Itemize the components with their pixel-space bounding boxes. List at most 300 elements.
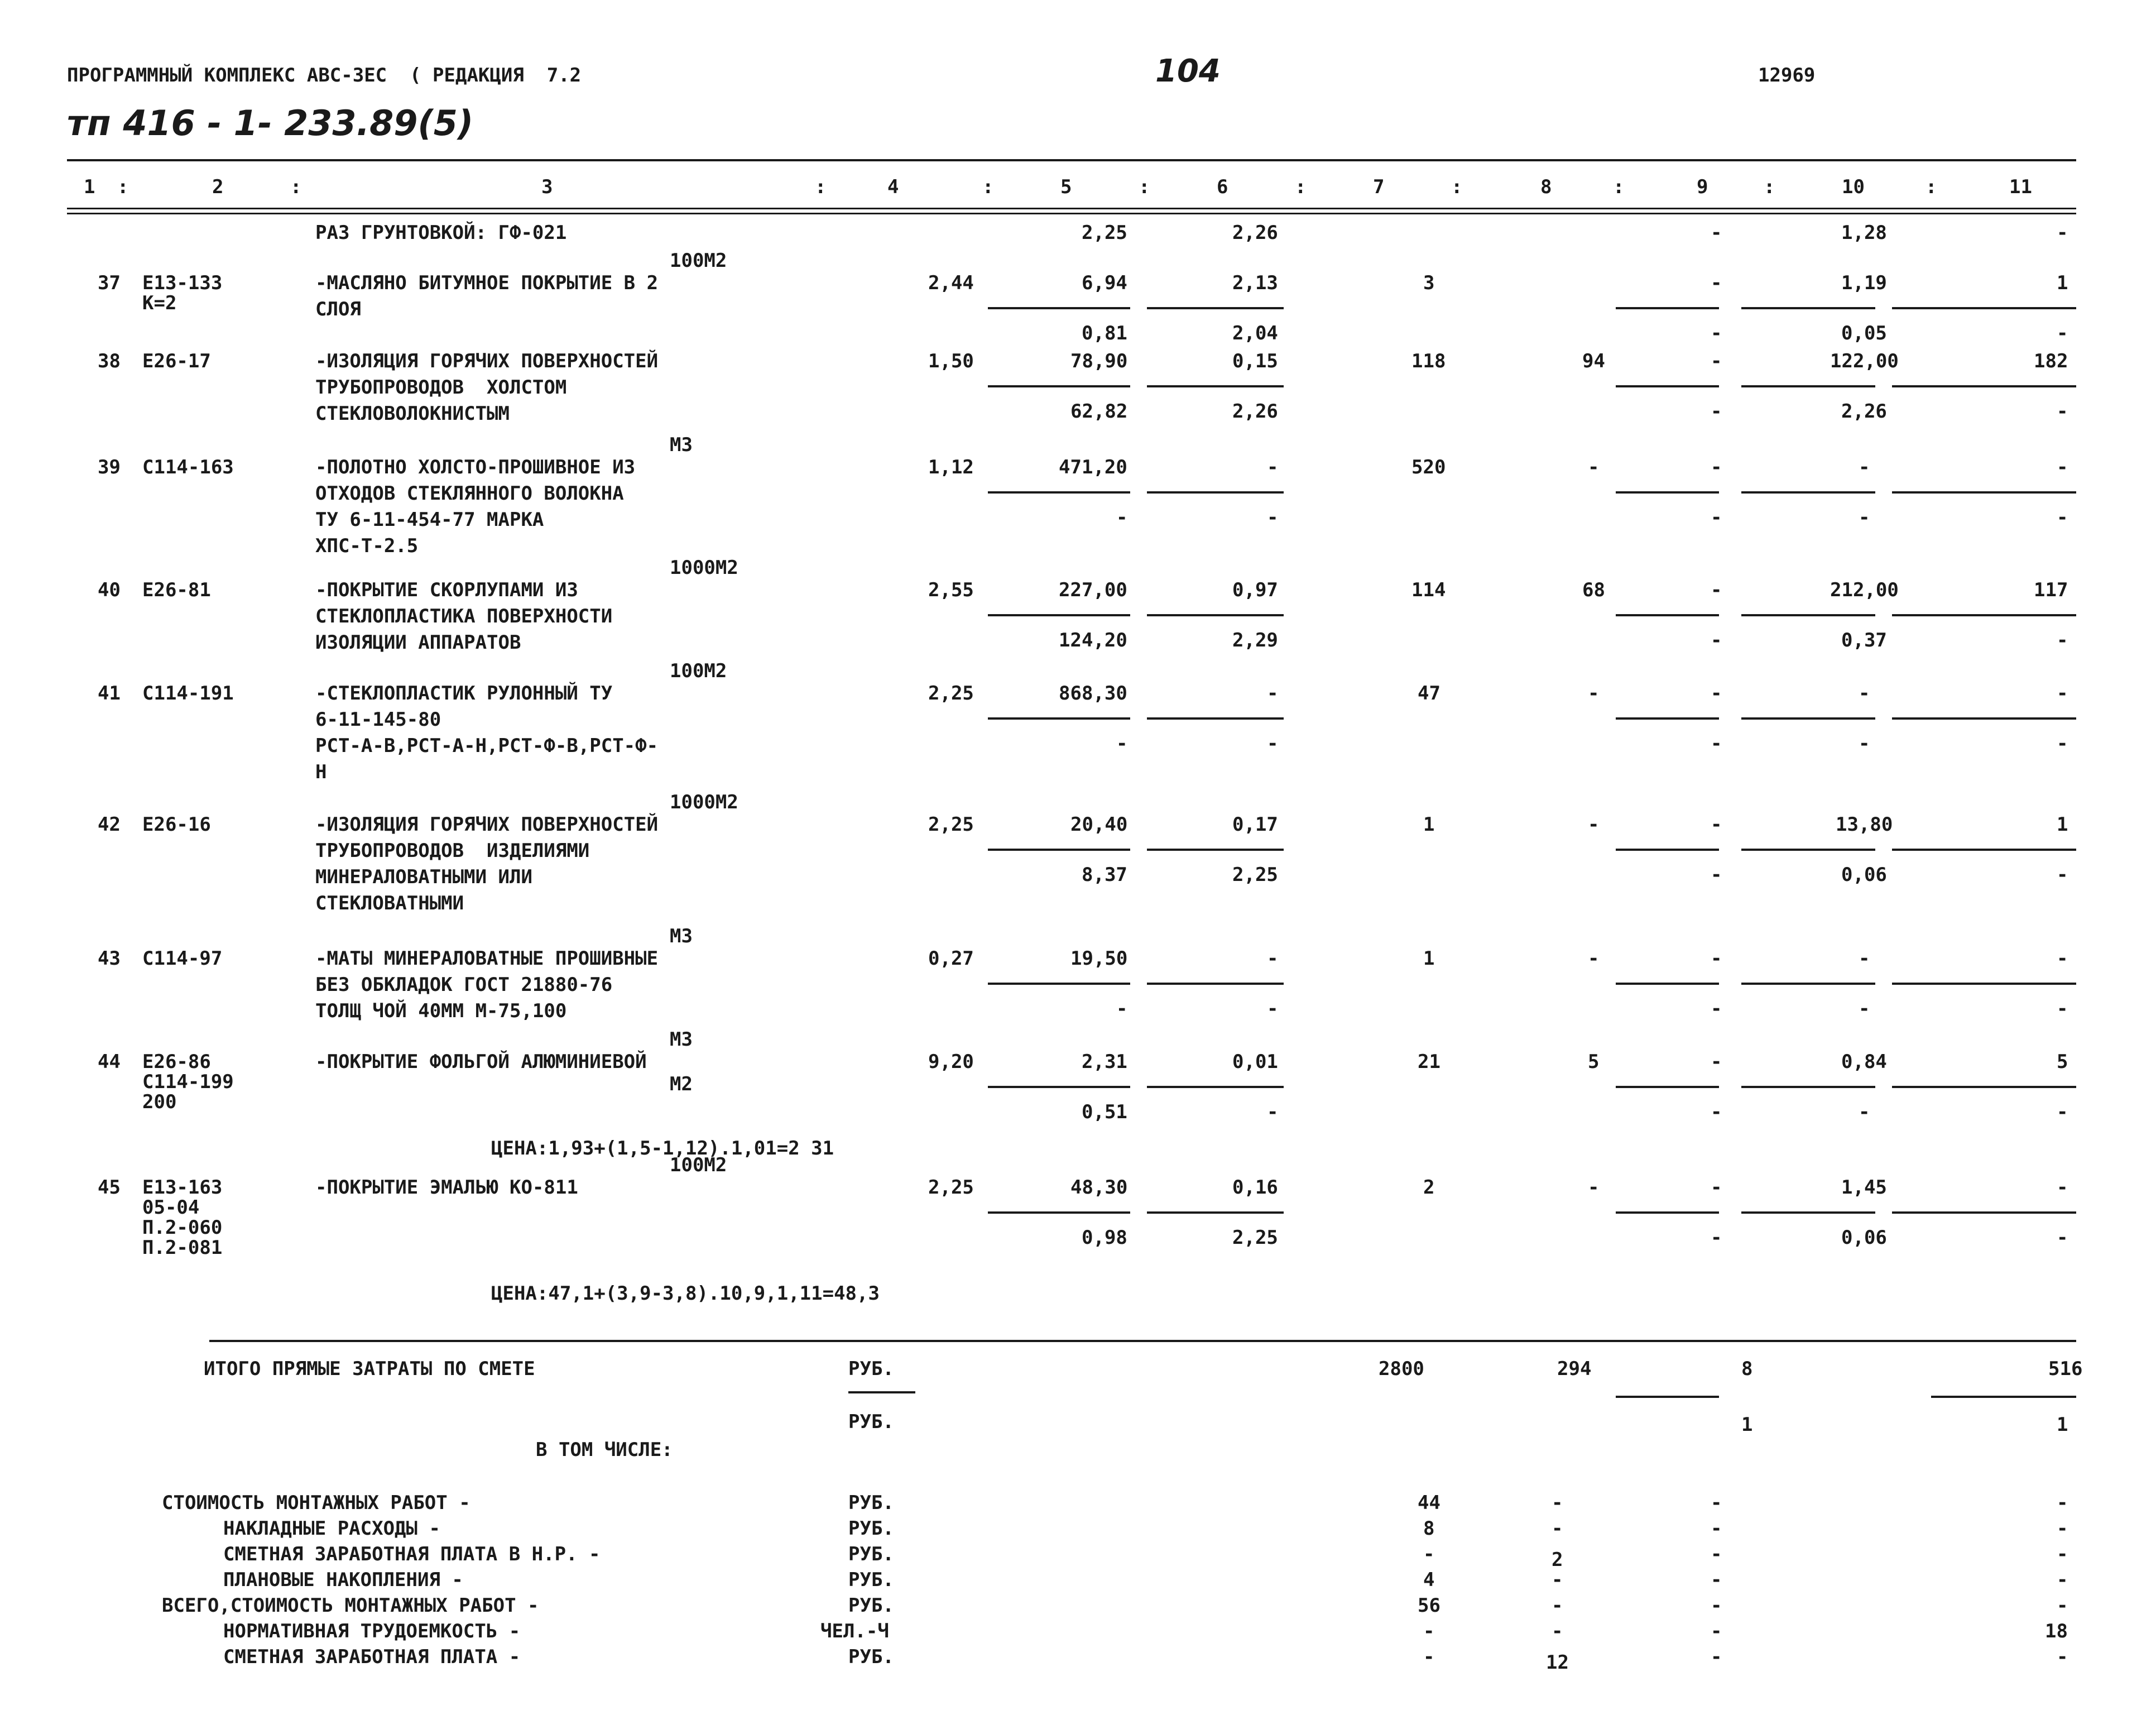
program-title: ПРОГРАММНЫЙ КОМПЛЕКС АВС-3ЕС ( РЕДАКЦИЯ 7.2 — [67, 64, 582, 87]
row-number: 43 — [98, 947, 121, 970]
row-number: 39 — [98, 456, 121, 478]
detail-col9: - — [1711, 1620, 1722, 1642]
price-note: ЦЕНА:47,1+(3,9-3,8).10,9,1,11=48,3 — [491, 1282, 880, 1305]
norm-code: С114-191 — [142, 682, 234, 705]
quantity: 1,12 — [928, 456, 974, 478]
detail-col9: - — [1711, 1569, 1722, 1591]
item-description: Н — [315, 761, 327, 783]
unit-of-measure-second: М2 — [670, 1073, 693, 1095]
page-number: 104 — [1155, 53, 1221, 89]
col10-second: - — [1859, 732, 1870, 755]
summary-unit: РУБ. — [848, 1358, 894, 1380]
col10-second: - — [1859, 998, 1870, 1020]
detail-unit: РУБ. — [848, 1492, 894, 1514]
value-divider — [1892, 1211, 2076, 1214]
price-divider — [988, 717, 1130, 720]
col9-second: - — [1711, 732, 1722, 755]
price-divider — [1147, 491, 1284, 494]
price-total-second: - — [1116, 998, 1128, 1020]
col10-second: 0,37 — [1841, 629, 1887, 652]
detail-col9: - — [1711, 1517, 1722, 1540]
value-divider — [1741, 385, 1875, 387]
column-header-11: 11 — [2009, 176, 2032, 198]
detail-col7: - — [1423, 1646, 1435, 1668]
col11-second: - — [2057, 1101, 2068, 1123]
unit-of-measure: М3 — [670, 925, 693, 947]
detail-col9: - — [1711, 1543, 1722, 1565]
norm-code: С114-199 — [142, 1071, 234, 1093]
value-divider — [1741, 491, 1875, 494]
col10-second: 0,06 — [1841, 1227, 1887, 1249]
col9-second: - — [1711, 322, 1722, 344]
item-description: ТУ 6-11-454-77 МАРКА — [315, 509, 544, 531]
price-divider — [1147, 385, 1284, 387]
quantity: 2,25 — [928, 1176, 974, 1199]
col11-value: - — [2057, 947, 2068, 970]
detail-col8: - — [1552, 1492, 1563, 1514]
col10-value: - — [1859, 682, 1870, 705]
price-total-second: - — [1116, 506, 1128, 529]
item-description: ХПС-Т-2.5 — [315, 535, 419, 557]
norm-code: Е13-163 — [142, 1176, 223, 1199]
unit-of-measure: М3 — [670, 434, 693, 456]
value-divider — [1616, 307, 1719, 309]
document-id: 12969 — [1758, 64, 1816, 87]
detail-col8: - — [1552, 1569, 1563, 1591]
detail-label: НАКЛАДНЫЕ РАСХОДЫ - — [223, 1517, 440, 1540]
detail-col11: - — [2057, 1492, 2068, 1514]
col9-second: - — [1711, 506, 1722, 529]
col11-second: - — [2057, 400, 2068, 423]
price-divider — [1147, 849, 1284, 851]
item-description: -ПОКРЫТИЕ ЭМАЛЬЮ КО-811 — [315, 1176, 578, 1199]
detail-col7: 44 — [1418, 1492, 1440, 1514]
col7-value: 47 — [1418, 682, 1440, 705]
quantity: 9,20 — [928, 1051, 974, 1073]
column-header-3: 3 — [541, 176, 553, 198]
detail-unit: РУБ. — [848, 1646, 894, 1668]
row-number: 40 — [98, 579, 121, 601]
column-separator: : — [1613, 176, 1625, 198]
col8-value: 94 — [1582, 350, 1605, 372]
col8-value: 68 — [1582, 579, 1605, 601]
norm-code: К=2 — [142, 292, 177, 314]
summary-col9-second: 1 — [1741, 1414, 1753, 1436]
item-description: -ИЗОЛЯЦИЯ ГОРЯЧИХ ПОВЕРХНОСТЕЙ — [315, 350, 659, 372]
col11-value: 1 — [2057, 272, 2068, 294]
price-divider — [988, 983, 1130, 985]
value-divider — [1741, 307, 1875, 309]
price-machines-second: 2,25 — [1232, 864, 1278, 886]
price-total-second: 0,81 — [1082, 322, 1127, 344]
value-divider — [1892, 385, 2076, 387]
item-description: СТЕКЛОПЛАСТИКА ПОВЕРХНОСТИ — [315, 605, 613, 628]
summary-label: ИТОГО ПРЯМЫЕ ЗАТРАТЫ ПО СМЕТЕ — [204, 1358, 535, 1380]
value-divider — [1616, 1211, 1719, 1214]
detail-unit: РУБ. — [848, 1543, 894, 1565]
col8-value: - — [1588, 456, 1600, 478]
column-separator: : — [117, 176, 129, 198]
col11-value: 1 — [2057, 813, 2068, 836]
price-machines-second: 2,26 — [1232, 400, 1278, 423]
norm-code: Е26-17 — [142, 350, 211, 372]
price-machines: 0,97 — [1232, 579, 1278, 601]
price-divider — [988, 1086, 1130, 1088]
norm-code: С114-97 — [142, 947, 223, 970]
value-divider — [1892, 491, 2076, 494]
col8-value: - — [1588, 1176, 1600, 1199]
col9-value: - — [1711, 456, 1722, 478]
quantity: 2,25 — [928, 813, 974, 836]
column-header-7: 7 — [1373, 176, 1385, 198]
price-machines: 0,15 — [1232, 350, 1278, 372]
col11-second: - — [2057, 506, 2068, 529]
price-divider — [1147, 307, 1284, 309]
item-description: -ПОКРЫТИЕ СКОРЛУПАМИ ИЗ — [315, 579, 578, 601]
col8-value: - — [1588, 947, 1600, 970]
summary-col9: 8 — [1741, 1358, 1753, 1380]
col11-value: - — [2057, 222, 2068, 244]
detail-label: СМЕТНАЯ ЗАРАБОТНАЯ ПЛАТА В Н.Р. - — [223, 1543, 601, 1565]
price-machines: - — [1267, 456, 1279, 478]
item-description: ИЗОЛЯЦИИ АППАРАТОВ — [315, 631, 521, 654]
item-description: СТЕКЛОВОЛОКНИСТЫМ — [315, 403, 510, 425]
col9-second: - — [1711, 864, 1722, 886]
price-divider — [988, 849, 1130, 851]
col7-value: 3 — [1423, 272, 1435, 294]
detail-col11: 18 — [2045, 1620, 2068, 1642]
col9-value: - — [1711, 682, 1722, 705]
detail-label: СТОИМОСТЬ МОНТАЖНЫХ РАБОТ - — [162, 1492, 470, 1514]
price-divider — [988, 307, 1130, 309]
col10-value: - — [1859, 947, 1870, 970]
item-description: МИНЕРАЛОВАТНЫМИ ИЛИ — [315, 866, 532, 888]
column-header-1: 1 — [84, 176, 95, 198]
detail-col11: - — [2057, 1594, 2068, 1617]
column-separator: : — [1925, 176, 1937, 198]
unit-of-measure: 100М2 — [670, 250, 727, 272]
col10-second: 0,05 — [1841, 322, 1887, 344]
price-machines-second: 2,04 — [1232, 322, 1278, 344]
detail-col8: - — [1552, 1594, 1563, 1617]
row-number: 44 — [98, 1051, 121, 1073]
price-total: 227,00 — [1059, 579, 1127, 601]
value-divider — [1892, 614, 2076, 616]
col7-value: 1 — [1423, 813, 1435, 836]
value-divider — [1741, 1086, 1875, 1088]
col11-second: - — [2057, 732, 2068, 755]
column-header-5: 5 — [1060, 176, 1072, 198]
header-top-rule — [67, 159, 2076, 161]
item-description: СТЕКЛОВАТНЫМИ — [315, 892, 464, 914]
summary-col11-rule — [1931, 1396, 2076, 1398]
detail-label: ВСЕГО,СТОИМОСТЬ МОНТАЖНЫХ РАБОТ - — [162, 1594, 539, 1617]
price-machines: - — [1267, 682, 1279, 705]
price-machines-second: 2,25 — [1232, 1227, 1278, 1249]
summary-col9-rule — [1616, 1396, 1719, 1398]
summary-top-rule — [209, 1340, 2076, 1342]
column-header-2: 2 — [212, 176, 224, 198]
detail-col7: 56 — [1418, 1594, 1440, 1617]
row-number: 45 — [98, 1176, 121, 1199]
price-machines-second: - — [1267, 732, 1279, 755]
col8-value: - — [1588, 682, 1600, 705]
price-machines: 0,17 — [1232, 813, 1278, 836]
summary-col11-second: 1 — [2057, 1414, 2068, 1436]
price-divider — [988, 385, 1130, 387]
value-divider — [1892, 983, 2076, 985]
col10-value: 1,45 — [1841, 1176, 1887, 1199]
col9-value: - — [1711, 1051, 1722, 1073]
col11-value: 5 — [2057, 1051, 2068, 1073]
col10-value: 0,84 — [1841, 1051, 1887, 1073]
price-divider — [988, 491, 1130, 494]
item-description: РСТ-А-В,РСТ-А-Н,РСТ-Ф-В,РСТ-Ф- — [315, 735, 659, 757]
col10-second: - — [1859, 506, 1870, 529]
price-total: 78,90 — [1070, 350, 1128, 372]
quantity: 0,27 — [928, 947, 974, 970]
price-total: 471,20 — [1059, 456, 1127, 478]
price-divider — [1147, 1211, 1284, 1214]
column-separator: : — [1451, 176, 1463, 198]
norm-code: Е13-133 — [142, 272, 223, 294]
column-separator: : — [290, 176, 302, 198]
column-header-6: 6 — [1217, 176, 1228, 198]
detail-unit: РУБ. — [848, 1517, 894, 1540]
item-description: -МАТЫ МИНЕРАЛОВАТНЫЕ ПРОШИВНЫЕ — [315, 947, 659, 970]
col7-value: 118 — [1411, 350, 1446, 372]
item-description: -ПОЛОТНО ХОЛСТО-ПРОШИВНОЕ ИЗ — [315, 456, 636, 478]
value-divider — [1892, 849, 2076, 851]
col8-value: 5 — [1588, 1051, 1600, 1073]
item-description: ТОЛЩ ЧОЙ 40ММ М-75,100 — [315, 1000, 567, 1022]
column-separator: : — [982, 176, 994, 198]
unit-of-measure: 1000М2 — [670, 557, 738, 579]
col7-value: 114 — [1411, 579, 1446, 601]
price-total: 6,94 — [1082, 272, 1127, 294]
value-divider — [1616, 491, 1719, 494]
col11-second: - — [2057, 629, 2068, 652]
unit-of-measure: 100М2 — [670, 660, 727, 682]
col9-value: - — [1711, 579, 1722, 601]
detail-col8: 2 — [1552, 1549, 1563, 1571]
detail-col8: - — [1552, 1517, 1563, 1540]
col9-value: - — [1711, 947, 1722, 970]
value-divider — [1616, 385, 1719, 387]
detail-col7: - — [1423, 1620, 1435, 1642]
detail-unit: РУБ. — [848, 1569, 894, 1591]
summary-col11: 516 — [2048, 1358, 2083, 1380]
item-description: -ИЗОЛЯЦИЯ ГОРЯЧИХ ПОВЕРХНОСТЕЙ — [315, 813, 659, 836]
price-divider — [1147, 983, 1284, 985]
col11-second: - — [2057, 864, 2068, 886]
value-divider — [1616, 614, 1719, 616]
col9-value: - — [1711, 813, 1722, 836]
norm-code: Е26-16 — [142, 813, 211, 836]
value-divider — [1741, 1211, 1875, 1214]
column-header-9: 9 — [1697, 176, 1708, 198]
detail-label: СМЕТНАЯ ЗАРАБОТНАЯ ПЛАТА - — [223, 1646, 521, 1668]
column-separator: : — [815, 176, 827, 198]
item-description: -ПОКРЫТИЕ ФОЛЬГОЙ АЛЮМИНИЕВОЙ — [315, 1051, 647, 1073]
column-header-4: 4 — [887, 176, 899, 198]
detail-col8: - — [1552, 1620, 1563, 1642]
col9-second: - — [1711, 400, 1722, 423]
price-total-second: 62,82 — [1070, 400, 1128, 423]
unit-of-measure: М3 — [670, 1028, 693, 1051]
col10-value: 1,19 — [1841, 272, 1887, 294]
summary-subheader: В ТОМ ЧИСЛЕ: — [536, 1439, 673, 1461]
col7-value: 1 — [1423, 947, 1435, 970]
detail-col11: - — [2057, 1543, 2068, 1565]
quantity: 2,25 — [928, 682, 974, 705]
value-divider — [1616, 1086, 1719, 1088]
price-total: 2,25 — [1082, 222, 1127, 244]
row-number: 38 — [98, 350, 121, 372]
item-description: ОТХОДОВ СТЕКЛЯННОГО ВОЛОКНА — [315, 482, 624, 505]
col10-value: 1,28 — [1841, 222, 1887, 244]
price-divider — [988, 1211, 1130, 1214]
col10-value: 13,80 — [1836, 813, 1893, 836]
price-total-second: 124,20 — [1059, 629, 1127, 652]
col10-value: 122,00 — [1830, 350, 1899, 372]
value-divider — [1892, 307, 2076, 309]
row-number: 37 — [98, 272, 121, 294]
col11-second: - — [2057, 1227, 2068, 1249]
column-header-10: 10 — [1842, 176, 1865, 198]
item-description: РАЗ ГРУНТОВКОЙ: ГФ-021 — [315, 222, 567, 244]
price-total: 19,50 — [1070, 947, 1128, 970]
detail-col11: - — [2057, 1517, 2068, 1540]
price-total: 20,40 — [1070, 813, 1128, 836]
col9-value: - — [1711, 350, 1722, 372]
col9-value: - — [1711, 222, 1722, 244]
item-description: -МАСЛЯНО БИТУМНОЕ ПОКРЫТИЕ В 2 — [315, 272, 659, 294]
column-header-8: 8 — [1540, 176, 1552, 198]
value-divider — [1741, 717, 1875, 720]
detail-unit: РУБ. — [848, 1594, 894, 1617]
col11-second: - — [2057, 998, 2068, 1020]
price-machines: 0,16 — [1232, 1176, 1278, 1199]
item-description: 6-11-145-80 — [315, 708, 441, 731]
col9-value: - — [1711, 272, 1722, 294]
col9-value: - — [1711, 1176, 1722, 1199]
col11-second: - — [2057, 322, 2068, 344]
col8-value: - — [1588, 813, 1600, 836]
quantity: 1,50 — [928, 350, 974, 372]
col7-value: 21 — [1418, 1051, 1440, 1073]
price-machines-second: - — [1267, 998, 1279, 1020]
price-machines: 2,26 — [1232, 222, 1278, 244]
summary-unit-second: РУБ. — [848, 1411, 894, 1433]
detail-unit: ЧЕЛ.-Ч — [820, 1620, 889, 1642]
row-number: 42 — [98, 813, 121, 836]
value-divider — [1741, 849, 1875, 851]
detail-col11: - — [2057, 1569, 2068, 1591]
item-description: СЛОЯ — [315, 298, 361, 320]
col9-second: - — [1711, 1101, 1722, 1123]
price-machines-second: - — [1267, 1101, 1279, 1123]
price-divider — [1147, 1086, 1284, 1088]
price-total: 868,30 — [1059, 682, 1127, 705]
row-number: 41 — [98, 682, 121, 705]
value-divider — [1741, 614, 1875, 616]
norm-code: Е26-86 — [142, 1051, 211, 1073]
detail-label: ПЛАНОВЫЕ НАКОПЛЕНИЯ - — [223, 1569, 463, 1591]
norm-code: П.2-081 — [142, 1237, 223, 1259]
detail-col8: 12 — [1546, 1651, 1569, 1674]
price-total-second: - — [1116, 732, 1128, 755]
price-machines: 0,01 — [1232, 1051, 1278, 1073]
column-separator: : — [1764, 176, 1775, 198]
price-machines: - — [1267, 947, 1279, 970]
norm-code: П.2-060 — [142, 1216, 223, 1239]
column-separator: : — [1295, 176, 1307, 198]
detail-col11: - — [2057, 1646, 2068, 1668]
summary-col8: 294 — [1557, 1358, 1592, 1380]
summary-col7: 2800 — [1379, 1358, 1424, 1380]
price-divider — [1147, 614, 1284, 616]
quantity: 2,44 — [928, 272, 974, 294]
norm-code: Е26-81 — [142, 579, 211, 601]
item-description: ТРУБОПРОВОДОВ ХОЛСТОМ — [315, 376, 567, 399]
detail-col9: - — [1711, 1646, 1722, 1668]
col11-value: 182 — [2034, 350, 2068, 372]
price-divider — [988, 614, 1130, 616]
unit-of-measure: 1000М2 — [670, 791, 738, 813]
col11-value: 117 — [2034, 579, 2068, 601]
col9-second: - — [1711, 1227, 1722, 1249]
price-machines-second: - — [1267, 506, 1279, 529]
price-divider — [1147, 717, 1284, 720]
column-separator: : — [1139, 176, 1150, 198]
value-divider — [1892, 1086, 2076, 1088]
price-note: ЦЕНА:1,93+(1,5-1,12).1,01=2 31 — [491, 1137, 834, 1160]
detail-col7: 8 — [1423, 1517, 1435, 1540]
value-divider — [1616, 717, 1719, 720]
price-machines-second: 2,29 — [1232, 629, 1278, 652]
summary-unit-underline — [848, 1391, 915, 1393]
price-total-second: 8,37 — [1082, 864, 1127, 886]
price-total-second: 0,98 — [1082, 1227, 1127, 1249]
col11-value: - — [2057, 682, 2068, 705]
norm-code: С114-163 — [142, 456, 234, 478]
quantity: 2,55 — [928, 579, 974, 601]
item-description: ТРУБОПРОВОДОВ ИЗДЕЛИЯМИ — [315, 840, 590, 862]
norm-code: 05-04 — [142, 1196, 200, 1219]
col11-value: - — [2057, 456, 2068, 478]
col10-second: 2,26 — [1841, 400, 1887, 423]
detail-label: НОРМАТИВНАЯ ТРУДОЕМКОСТЬ - — [223, 1620, 521, 1642]
col9-second: - — [1711, 629, 1722, 652]
col10-second: 0,06 — [1841, 864, 1887, 886]
value-divider — [1741, 983, 1875, 985]
col10-value: 212,00 — [1830, 579, 1899, 601]
col11-value: - — [2057, 1176, 2068, 1199]
col7-value: 520 — [1411, 456, 1446, 478]
item-description: БЕЗ ОБКЛАДОК ГОСТ 21880-76 — [315, 974, 613, 996]
unit-of-measure: 100М2 — [670, 1154, 727, 1176]
price-total: 2,31 — [1082, 1051, 1127, 1073]
detail-col7: - — [1423, 1543, 1435, 1565]
price-machines: 2,13 — [1232, 272, 1278, 294]
detail-col7: 4 — [1423, 1569, 1435, 1591]
col10-second: - — [1859, 1101, 1870, 1123]
detail-col9: - — [1711, 1594, 1722, 1617]
price-total: 48,30 — [1070, 1176, 1128, 1199]
value-divider — [1892, 717, 2076, 720]
col9-second: - — [1711, 998, 1722, 1020]
